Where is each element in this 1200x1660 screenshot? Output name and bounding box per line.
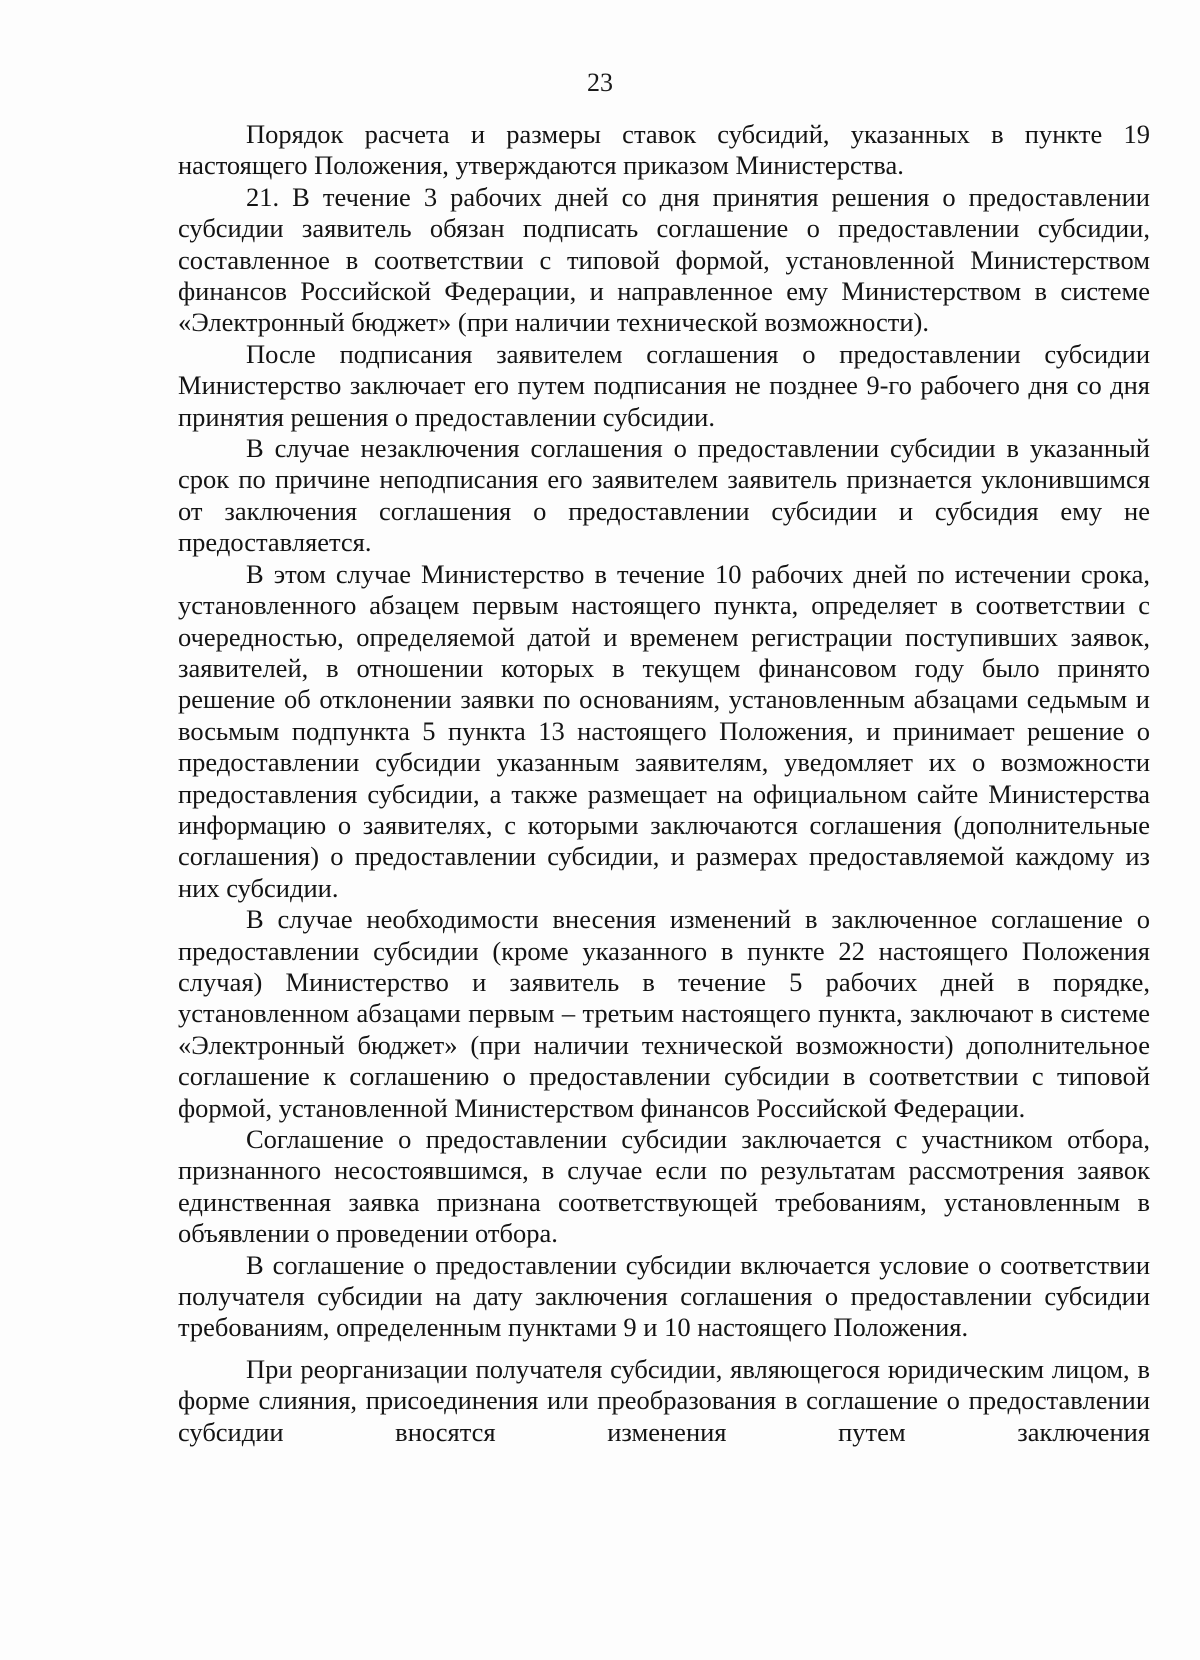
paragraph-gap xyxy=(178,1344,1150,1354)
page-number: 23 xyxy=(587,68,613,97)
document-body xyxy=(178,119,1150,1448)
paragraph-4: В случае незаключения соглашения о предоставлении субсидии в указанный срок по причине неподписания его заявителем заявитель признается уклонившимся от заключения соглашения о предоставлении субсидии и субсидия ему не предоставляется. xyxy=(178,433,1150,558)
paragraph-2: 21. В течение 3 рабочих дней со дня принятия решения о предоставлении субсидии заявитель обязан подписать соглашение о предоставлении субсидии, составленное в соответствии с типовой формой, установленной Министерством финансов Российской Федерации, и направленное ему Министерством в системе «Электронный бюджет» (при наличии технической возможности). xyxy=(178,181,1150,338)
paragraph-8: В соглашение о предоставлении субсидии включается условие о соответствии получателя субсидии на дату заключения соглашения о предоставлении субсидии требованиям, определенным пунктами 9 и 10 настоящего Положения. xyxy=(178,1249,1150,1343)
paragraph-1: Порядок расчета и размеры ставок субсидий, указанных в пункте 19 настоящего Положения, утверждаются приказом Министерства. xyxy=(178,119,1150,181)
paragraph-7: Соглашение о предоставлении субсидии заключается с участником отбора, признанного несостоявшимся, в случае если по результатам рассмотрения заявок единственная заявка признана соответствующей требованиям, установленным в объявлении о проведении отбора. xyxy=(178,1124,1150,1249)
paragraph-3: После подписания заявителем соглашения о предоставлении субсидии Министерство заключает его путем подписания не позднее 9-го рабочего дня со дня принятия решения о предоставлении субсидии. xyxy=(178,338,1150,432)
paragraph-9: При реорганизации получателя субсидии, являющегося юридическим лицом, в форме слияния, присоединения или преобразования в соглашение о предоставлении субсидии вносятся изменения путем заключения xyxy=(178,1353,1150,1447)
paragraph-5: В этом случае Министерство в течение 10 рабочих дней по истечении срока, установленного абзацем первым настоящего пункта, определяет в соответствии с очередностью, определяемой датой и временем регистрации поступивших заявок, заявителей, в отношении которых в текущем финансовом году было принято решение об отклонении заявки по основаниям, установленным абзацами седьмым и восьмым подпункта 5 пункта 13 настоящего Положения, и принимает решение о предоставлении субсидии указанным заявителям, уведомляет их о возможности предоставления субсидии, а также размещает на официальном сайте Министерства информацию о заявителях, с которыми заключаются соглашения (дополнительные соглашения) о предоставлении субсидии, и размерах предоставляемой каждому из них субсидии. xyxy=(178,558,1150,903)
paragraph-6: В случае необходимости внесения изменений в заключенное соглашение о предоставлении субсидии (кроме указанного в пункте 22 настоящего Положения случая) Министерство и заявитель в течение 5 рабочих дней в порядке, установленном абзацами первым – третьим настоящего пункта, заключают в системе «Электронный бюджет» (при наличии технической возможности) дополнительное соглашение к соглашению о предоставлении субсидии в соответствии с типовой формой, установленной Министерством финансов Российской Федерации. xyxy=(178,904,1150,1123)
